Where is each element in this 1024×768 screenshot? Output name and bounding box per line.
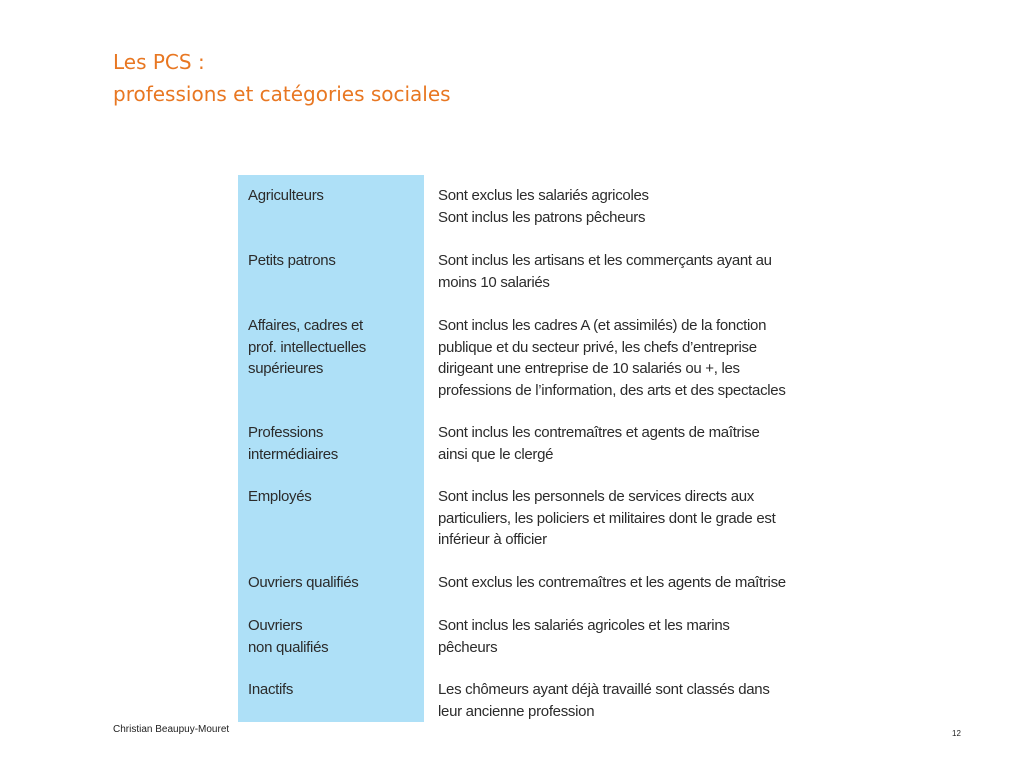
description-text: inférieur à officier (438, 531, 547, 548)
description-cell (438, 250, 838, 293)
description-cell (438, 185, 838, 228)
description-text: Sont inclus les cadres A (et assimilés) de la fonction (438, 317, 767, 334)
slide-title-line-2: professions et catégories sociales (113, 82, 451, 106)
category-text: intermédiaires (248, 445, 339, 463)
description-text: Les chômeurs ayant déjà travaillé sont classés dans (438, 681, 770, 698)
category-text: Affaires, cadres et (248, 317, 363, 334)
category-text: supérieures (248, 360, 324, 377)
description-cell (438, 422, 838, 465)
category-cell (248, 315, 420, 380)
category-cell (248, 422, 420, 465)
pcs-table (238, 175, 838, 722)
description-text: particuliers, les policiers et militaires dont le grade est (438, 509, 776, 527)
category-cell (248, 615, 420, 658)
category-text: Ouvriers qualifiés (248, 574, 359, 591)
category-text: Employés (248, 488, 312, 505)
description-cell (438, 572, 838, 594)
description-cell (438, 679, 838, 722)
category-cell (248, 250, 420, 272)
category-cell (248, 679, 420, 701)
page-number: 12 (952, 729, 961, 738)
category-text: Petits patrons (248, 252, 336, 269)
description-text: Sont inclus les salariés agricoles et les marins (438, 617, 730, 634)
description-cell (438, 486, 838, 551)
category-cell (248, 572, 420, 594)
slide-title (113, 46, 451, 110)
description-text: pêcheurs (438, 638, 498, 656)
description-text: dirigeant une entreprise de 10 salariés ou +, les (438, 360, 740, 377)
description-text: Sont inclus les personnels de services directs aux (438, 488, 754, 505)
category-cell (248, 185, 420, 207)
description-text: Sont exclus les contremaîtres et les agents de maîtrise (438, 574, 786, 591)
slide-title-line-1: Les PCS : (113, 50, 205, 74)
description-cell (438, 315, 838, 401)
description-text: publique et du secteur privé, les chefs d’entreprise (438, 338, 757, 356)
category-cell (248, 486, 420, 508)
description-text: professions de l’information, des arts et des spectacles (438, 381, 786, 399)
description-text: Sont inclus les patrons pêcheurs (438, 208, 646, 226)
description-text: Sont inclus les contremaîtres et agents de maîtrise (438, 424, 760, 441)
description-cell (438, 615, 838, 658)
footer-author: Christian Beaupuy-Mouret (113, 724, 230, 735)
category-text: Professions (248, 424, 324, 441)
category-text: Ouvriers (248, 617, 303, 634)
category-text: Agriculteurs (248, 187, 324, 204)
description-text: Sont exclus les salariés agricoles (438, 187, 649, 204)
description-text: ainsi que le clergé (438, 445, 554, 463)
description-text: leur ancienne profession (438, 702, 595, 720)
category-text: non qualifiés (248, 638, 329, 656)
description-text: Sont inclus les artisans et les commerçants ayant au (438, 252, 772, 269)
category-text: prof. intellectuelles (248, 338, 366, 356)
description-text: moins 10 salariés (438, 273, 550, 291)
category-text: Inactifs (248, 681, 294, 698)
